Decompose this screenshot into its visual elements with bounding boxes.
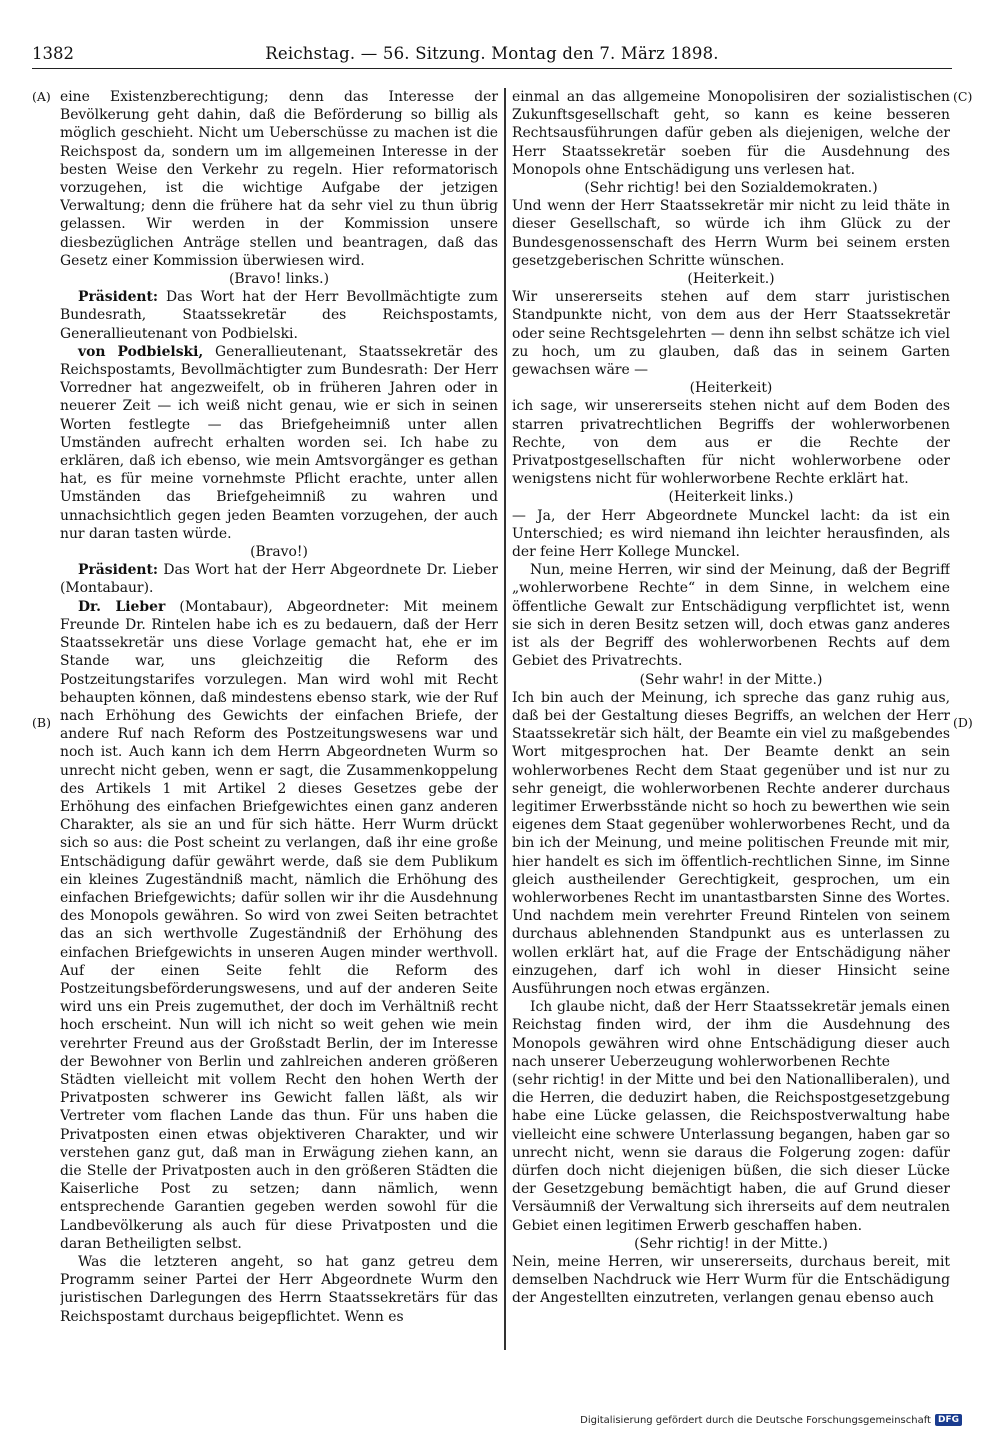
paragraph: eine Existenzberechtigung; denn das Interesse der Bevölkerung geht dahin, daß die Beförderung so billig als möglich geschieht. Nicht um Ueberschüsse zu machen ist die Reichspost da, sondern um im allgemeinen Interesse in der besten Weise den Verkehr zu regeln. Hier reformatorisch vorzugehen, ist die wichtige Aufgabe der jetzigen Verwaltung; denn die frühere hat da sehr viel zu thun übrig gelassen. Wir werden in der Kommission unsere diesbezüglichen Anträge stellen und beantragen, daß das Gesetz einer Kommission überwiesen wird. bbox=[60, 89, 498, 269]
reaction: (Bravo! links.) bbox=[229, 271, 329, 288]
paragraph: einmal an das allgemeine Monopolisiren der sozialistischen Zukunftsgesellschaft geht, so kann es keine besseren Rechtsausführungen dafür geben als diejenigen, welche der Herr Staatssekretär soeben für die Ausdehnung des Monopols ohne Entschädigung uns verlesen hat. bbox=[512, 89, 950, 178]
reaction: (Sehr richtig! bei den Sozialdemokraten.) bbox=[584, 180, 878, 197]
margin-marker-b: (B) bbox=[32, 715, 51, 730]
running-title: Reichstag. — 56. Sitzung. Montag den 7. März 1898. bbox=[265, 44, 719, 63]
page-number: 1382 bbox=[32, 44, 74, 63]
digitization-credit bbox=[580, 1414, 962, 1426]
paragraph: Und wenn der Herr Staatssekretär mir nicht zu leid thäte in dieser Gesellschaft, so würde ich ihm Glück zu der Bundesgenossenschaft des Herrn Wurm bei seinem ersten gesetzgeberischen Schritte wünschen. bbox=[512, 198, 950, 269]
paragraph bbox=[60, 598, 498, 1253]
page-header bbox=[32, 40, 952, 69]
reaction: (Bravo!) bbox=[250, 544, 308, 561]
paragraph: ich sage, wir unsererseits stehen nicht auf dem Boden des starren privatrechtlichen Begriffs der wohlerworbenen Rechte, von dem aus er die Rechte der Privatpostgesellschaften für nicht wohlerworbene oder wenigstens nicht für wohlerworbene Rechte erklärt hat. bbox=[512, 398, 950, 488]
right-column bbox=[512, 88, 950, 1350]
reaction: (Heiterkeit links.) bbox=[668, 489, 794, 506]
reaction: (Heiterkeit) bbox=[689, 380, 773, 397]
speech-text: Das Wort hat der Herr Bevollmächtigte zum Bundesrath, Staatssekretär des Reichspostamts, Generallieutenant von Podbielski. bbox=[60, 289, 498, 342]
speech-text: Generallieutenant, Staatssekretär des Reichspostamts, Bevollmächtigter zum Bundesrath: Der Herr Vorredner hat angezweifelt, ob in früheren Jahren oder in neuerer Zeit — ich weiß nicht genau, wie er sich in seinen Worten festlegte — das Briefgeheimniß unter allen Umständen aufrecht erhalten worden sei. Ich habe zu erklären, daß ich ebenso, wie mein Amtsvorgänger es gethan hat, es für meine vornehmste Pflicht erachte, unter allen Umständen das Briefgeheimniß zu wahren und unnachsichtlich gegen jeden Beamten vorzugehen, der auch nur daran tasten würde. bbox=[60, 343, 498, 542]
reaction: (Sehr richtig! in der Mitte.) bbox=[634, 1235, 828, 1252]
reaction: (Sehr wahr! in der Mitte.) bbox=[639, 671, 823, 688]
reaction: (Heiterkeit.) bbox=[687, 271, 775, 288]
speaker-name: Präsident: bbox=[78, 562, 159, 579]
paragraph bbox=[60, 343, 498, 543]
paragraph bbox=[60, 561, 498, 597]
paragraph: Nun, meine Herren, wir sind der Meinung, daß der Begriff „wohlerworbene Rechte“ in dem Sinne, in welchem eine öffentliche Gewalt zur Entschädigung verpflichtet ist, wenn sie sich in deren Besitz setzen will, doch etwas ganz anderes ist als der Begriff des wohlerworbenen Rechts auf dem Gebiet des Privatrechts. bbox=[512, 562, 950, 670]
speaker-name: Dr. Lieber bbox=[78, 598, 166, 615]
paragraph: Ich glaube nicht, daß der Herr Staatssekretär jemals einen Reichstag finden wird, der ihm die Ausdehnung des Monopols gewähren wird ohne Entschädigung dieser auch nach unserer Ueberzeugung wohlerworbenen Rechte bbox=[512, 999, 950, 1070]
paragraph: (sehr richtig! in der Mitte und bei den Nationalliberalen), und die Herren, die deduzirt haben, die Reichspostgesetzgebung habe eine Lücke gelassen, die Reichspostverwaltung habe vielleicht eine schwere Unterlassung begangen, haben gar so unrecht nicht, wenn sie daraus die Folgerung zogen: dafür dürfen doch nicht diejenigen büßen, die sich dieser Lücke der Gesetzgebung bemächtigt haben, die auf Grund dieser Versäumniß der Verwaltung sich ihrerseits auf dem neutralen Gebiet einen legitimen Erwerb geschaffen haben. bbox=[512, 1071, 950, 1234]
margin-marker-c: (C) bbox=[953, 89, 973, 104]
speech-text: (Montabaur), Abgeordneter: Mit meinem Freunde Dr. Rintelen habe ich es zu bedauern, daß der Herr Staatssekretär uns diese Vorlage gemacht hat, ehe er im Stande war, uns gleichzeitig die Reform des Postzeitungstarifes vorzulegen. Man wird wohl mit Recht behaupten können, daß mindestens ebenso stark, wie der Ruf nach Erhöhung des Gewichts der einfachen Briefe, der andere Ruf nach Reform des Postzeitungswesens war und noch ist. Auch kann ich dem Herrn Abgeordneten Wurm so unrecht nicht geben, wenn er sagt, die Zusammenkoppelung des Artikels 1 mit Artikel 2 dieses Gesetzes gebe der Erhöhung des einfachen Briefgewichtes einen ganz anderen Charakter, als sie an und für sich hätte. Herr Wurm drückt sich so aus: die Post scheint zu verlangen, daß ihr eine große Entschädigung dafür gewährt werde, daß sie dem Publikum ein kleines Zugeständniß macht, nämlich die Erhöhung des einfachen Briefgewichts; dafür sollen wir ihr die Ausdehnung des Monopols gewähren. So wird von zwei Seiten betrachtet das an sich werthvolle Zugeständniß der Erhöhung des einfachen Briefgewichts in unseren Augen minder werthvoll. Auf der einen Seite fehlt die Reform des Postzeitungsbeförderungswesens, und auf der anderen Seite wird uns ein Preis zugemuthet, der doch im Verhältniß recht hoch erscheint. Nun will ich nicht so weit gehen wie mein verehrter Freund aus der Großstadt Berlin, der im Interesse der Bewohner von Berlin und zahlreichen anderen größeren Städten vielleicht mit vollem Recht den hohen Werth der Privatposten schwerer ins Gewicht fallen läßt, als wir Vertreter vom flachen Lande das thun. Für uns haben die Privatposten einen etwas objektiveren Charakter, und wir verstehen ganz gut, daß man in Erwägung ziehen kann, an die Stelle der Privatposten auch in den größeren Städten die Kaiserliche Post zu setzen; dann nämlich, wenn entsprechende Garantien gegeben werden sowohl für die Landbevölkerung als auch für diese Privatposten und die daran Betheiligten selbst. bbox=[60, 598, 498, 1252]
paragraph: Wir unsererseits stehen auf dem starr juristischen Standpunkte nicht, von dem aus der Herr Staatssekretär oder seine Rechtsgelehrten — denn ihn selbst schätze ich viel zu hoch, um zu glauben, daß das in seinem Garten gewachsen wäre — bbox=[512, 289, 950, 379]
paragraph: — Ja, der Herr Abgeordnete Munckel lacht: da ist ein Unterschied; es wird niemand ihn leichter herausfinden, als der feine Herr Kollege Munckel. bbox=[512, 507, 950, 561]
column-divider bbox=[504, 88, 506, 1350]
margin-marker-a: (A) bbox=[32, 89, 51, 104]
speech-text: Das Wort hat der Herr Abgeordnete Dr. Lieber (Montabaur). bbox=[60, 562, 498, 597]
dfg-logo-icon: DFG bbox=[935, 1414, 962, 1426]
margin-marker-d: (D) bbox=[953, 715, 973, 730]
paragraph: Ich bin auch der Meinung, ich spreche das ganz ruhig aus, daß bei der Gestaltung dieses Begriffs, an welchen der Herr Staatssekretär sich hält, der Beamte ein viel zu maßgebendes Wort mitgesprochen hat. Der Beamte denkt an sein wohlerworbenes Recht dem Staat gegenüber und ist nur zu sehr geneigt, die wohlerworbenen Rechte anderer durchaus legitimer Erwerbsstände nicht so hoch zu bewerthen wie sein eigenes dem Staat gegenüber wohlerworbenes Recht, und da bin ich der Meinung, und meine politischen Freunde mit mir, hier handelt es sich im öffentlich-rechtlichen Sinne, im Sinne gleich austheilender Gerechtigkeit, gesprochen, um ein wohlerworbenes Recht im unantastbarsten Sinne des Wortes. Und nachdem mein verehrter Freund Rintelen von seinem durchaus ablehnenden Standpunkt aus es unterlassen zu wollen erklärt hat, auf die Frage der Entschädigung näher einzugehen, darf ich wohl in dieser Hinsicht seine Ausführungen noch etwas ergänzen. bbox=[512, 689, 950, 997]
credit-text: Digitalisierung gefördert durch die Deutsche Forschungsgemeinschaft bbox=[580, 1414, 931, 1426]
paragraph bbox=[60, 288, 498, 343]
paragraph: Nein, meine Herren, wir unsererseits, durchaus bereit, mit demselben Nachdruck wie Herr Wurm für die Entschädigung der Angestellten einzutreten, verlangen genau ebenso auch bbox=[512, 1254, 950, 1307]
left-column bbox=[60, 88, 498, 1350]
paragraph: Was die letzteren angeht, so hat ganz getreu dem Programm seiner Partei der Herr Abgeordnete Wurm den juristischen Darlegungen des Herrn Staatssekretärs für das Reichspostamt durchaus beigepflichtet. Wenn es bbox=[60, 1254, 498, 1325]
speaker-name: von Podbielski, bbox=[78, 343, 204, 360]
speaker-name: Präsident: bbox=[78, 289, 159, 306]
